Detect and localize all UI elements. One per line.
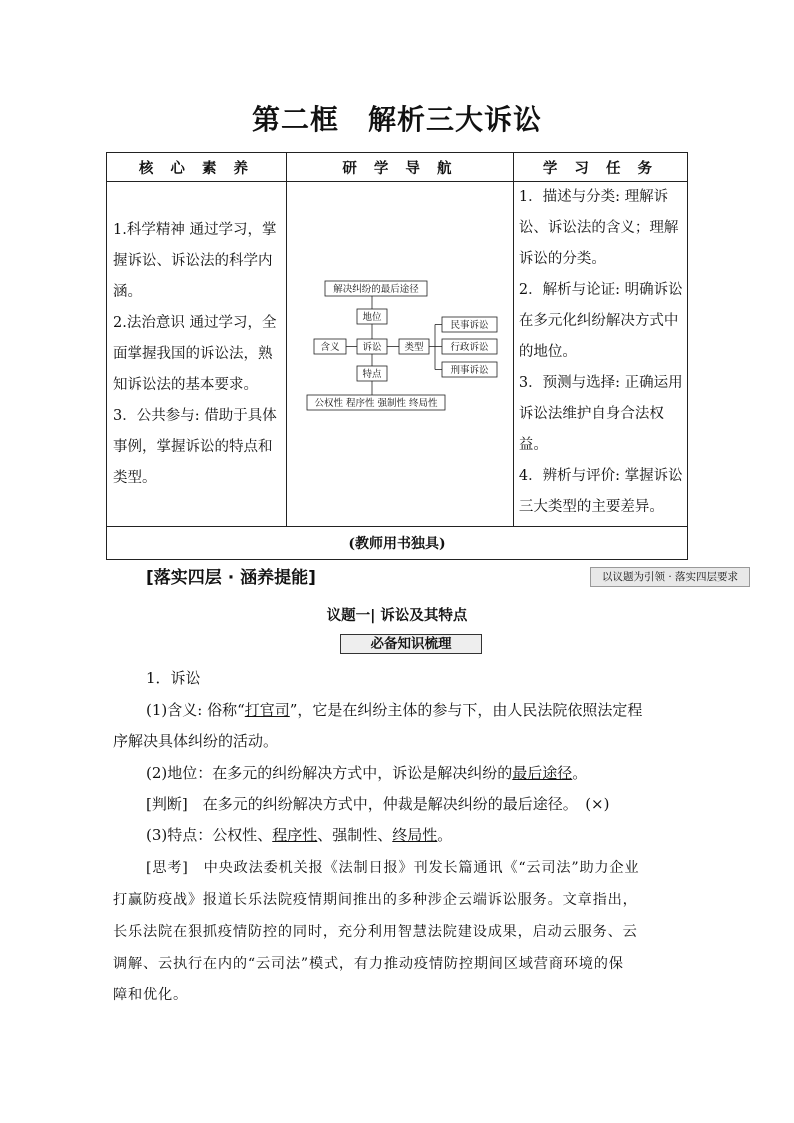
diagram-type-criminal: 刑事诉讼: [450, 365, 489, 376]
think-line: 打赢防疫战》报道长乐法院疫情期间推出的多种涉企云端诉讼服务。文章指出，: [113, 892, 638, 908]
study-guide-cell: [286, 182, 513, 527]
task-item: 2．解析与论证: 明确诉讼在多元化纠纷解决方式中的地位。: [518, 282, 683, 360]
overview-table: [106, 152, 688, 560]
diagram-center: 诉讼: [362, 342, 382, 353]
knowledge-banner: 必备知识梳理: [340, 634, 482, 654]
think-line: 障和优化。: [113, 987, 188, 1003]
think-line: 调解、云执行在内的“云司法”模式，有力推动疫情防控期间区域营商环境的保: [113, 956, 624, 972]
underlined-term: 终局性: [392, 826, 438, 844]
diagram-features-list: 公权性 程序性 强制性 终局性: [314, 398, 438, 409]
diagram-type-civil: 民事诉讼: [450, 320, 489, 331]
page-title: 第二框 解析三大诉讼: [251, 103, 542, 136]
underlined-term: 打官司: [244, 701, 290, 719]
task-item: 4．辨析与评价: 掌握诉讼三大类型的主要差异。: [518, 468, 683, 515]
diagram-type-admin: 行政诉讼: [450, 342, 489, 353]
header-study-guide: 研 学 导 航: [286, 153, 513, 182]
underlined-term: 程序性: [272, 826, 318, 844]
concept-diagram: [287, 182, 513, 526]
status-line: (2)地位：在多元的纠纷解决方式中，诉讼是解决纠纷的最后途径。: [146, 764, 588, 782]
teacher-note: (教师用书独具): [107, 527, 688, 560]
underlined-term: 最后途径: [512, 764, 573, 782]
diagram-types: 类型: [404, 342, 424, 353]
section-heading: [落实四层 · 涵养提能]: [146, 568, 316, 588]
definition-line-cont: 序解决具体纠纷的活动。: [113, 732, 279, 750]
task-item: 1．描述与分类: 理解诉讼、诉讼法的含义；理解诉讼的分类。: [518, 189, 679, 267]
header-core-literacy: 核 心 素 养: [107, 153, 287, 182]
learning-tasks-cell: [513, 182, 687, 527]
topic-title: 议题一| 诉讼及其特点: [326, 608, 468, 624]
item-heading: 1．诉讼: [146, 669, 201, 687]
task-item: 3．预测与选择: 正确运用诉讼法维护自身合法权益。: [518, 375, 683, 453]
features-line: (3)特点：公权性、程序性、强制性、终局性。: [146, 826, 453, 844]
think-line: [思考] 中央政法委机关报《法制日报》刊发长篇通讯《“云司法”助力企业: [146, 860, 640, 876]
diagram-features: 特点: [362, 369, 382, 380]
think-line: 长乐法院在狠抓疫情防控的同时，充分利用智慧法院建设成果，启动云服务、云: [113, 924, 638, 940]
diagram-meaning: 含义: [320, 342, 340, 353]
core-literacy-cell: [107, 182, 287, 527]
literacy-item: 2.法治意识 通过学习，全面掌握我国的诉讼法，熟知诉讼法的基本要求。: [113, 314, 277, 393]
judgement-line: [判断] 在多元的纠纷解决方式中，仲裁是解决纠纷的最后途径。 (×): [146, 795, 610, 813]
definition-line: (1)含义: 俗称“打官司”，它是在纠纷主体的参与下，由人民法院依照法定程: [146, 701, 643, 719]
diagram-top: 解决纠纷的最后途径: [333, 284, 419, 295]
header-learning-tasks: 学 习 任 务: [513, 153, 687, 182]
literacy-item: 3．公共参与: 借助于具体事例，掌握诉讼的特点和类型。: [113, 407, 277, 486]
diagram-position: 地位: [362, 312, 382, 323]
literacy-item: 1.科学精神 通过学习，掌握诉讼、诉讼法的科学内涵。: [113, 221, 277, 300]
side-tag: 以议题为引领 · 落实四层要求: [590, 567, 750, 587]
